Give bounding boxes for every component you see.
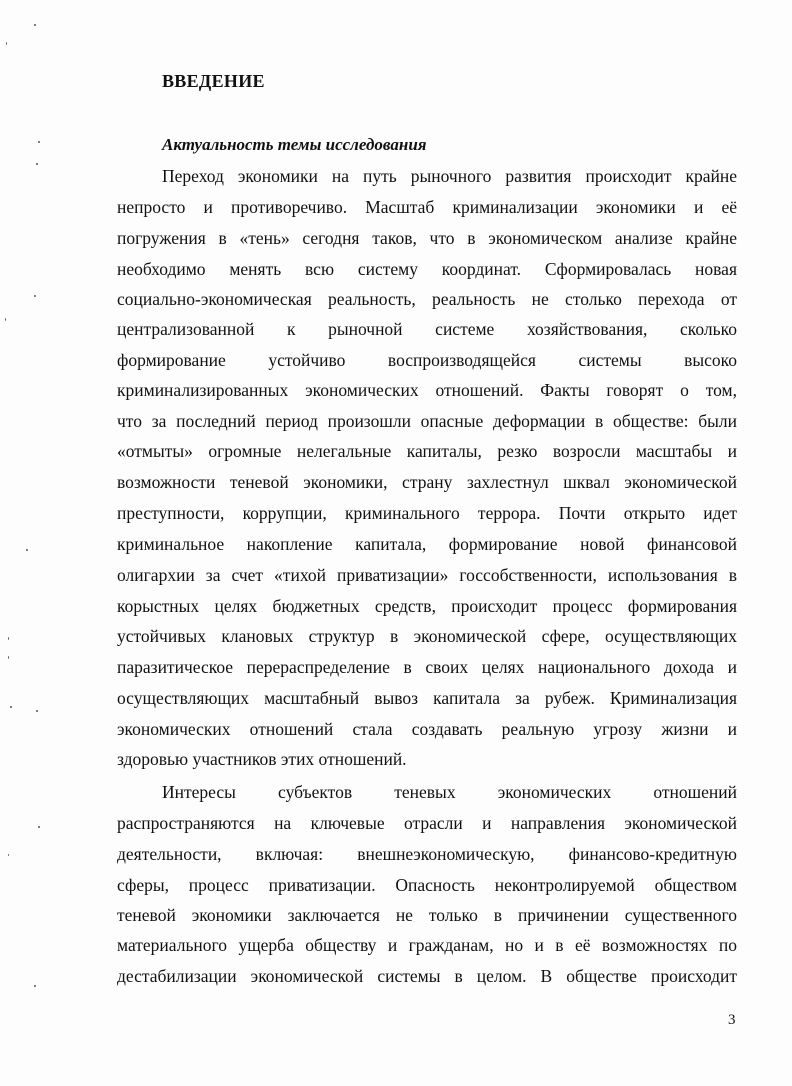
scan-speck xyxy=(8,656,9,659)
scan-speck xyxy=(34,295,36,297)
scan-speck xyxy=(38,826,40,828)
text-line: паразитическое перераспределение в своих целях национального дохода и xyxy=(117,657,737,677)
section-heading: ВВЕДЕНИЕ xyxy=(162,71,265,91)
scan-speck xyxy=(36,163,38,165)
text-line: распространяются на ключевые отрасли и направления экономической xyxy=(117,813,737,833)
text-line: олигархии за счет «тихой приватизации» госсобственности, использования в xyxy=(117,565,737,585)
text-line: возможности теневой экономики, страну захлестнул шквал экономической xyxy=(117,472,737,492)
text-line: сферы, процесс приватизации. Опасность неконтролируемой обществом xyxy=(117,875,737,895)
text-line: деятельности, включая: внешнеэкономическую, финансово-кредитную xyxy=(117,844,737,864)
text-line: «отмыты» огромные нелегальные капиталы, резко возросли масштабы и xyxy=(117,441,737,461)
scan-speck xyxy=(8,637,9,640)
scan-speck xyxy=(38,141,40,143)
text-line: погружения в «тень» сегодня таков, что в экономическом анализе крайне xyxy=(117,228,737,248)
text-line: что за последний период произошли опасные деформации в обществе: были xyxy=(117,411,737,431)
text-line: корыстных целях бюджетных средств, происходит процесс формирования xyxy=(117,596,737,616)
text-line: криминализированных экономических отношений. Факты говорят о том, xyxy=(117,380,737,400)
text-line: здоровью участников этих отношений. xyxy=(117,749,407,769)
text-line: дестабилизации экономической системы в целом. В обществе происходит xyxy=(117,966,737,986)
scan-speck xyxy=(34,24,36,26)
text-line: формирование устойчиво воспроизводящейся системы высоко xyxy=(117,350,737,370)
page-number: 3 xyxy=(728,1012,736,1028)
text-line: необходимо менять всю систему координат. Сформировалась новая xyxy=(117,259,737,279)
text-line: криминальное накопление капитала, формирование новой финансовой xyxy=(117,534,737,554)
scan-speck xyxy=(36,710,38,712)
text-line: Переход экономики на путь рыночного развития происходит крайне xyxy=(162,166,737,186)
text-line: осуществляющих масштабный вывоз капитала за рубеж. Криминализация xyxy=(117,688,737,708)
text-line: устойчивых клановых структур в экономической сфере, осуществляющих xyxy=(117,626,737,646)
section-subheading: Актуальность темы исследования xyxy=(162,135,427,154)
text-line: теневой экономики заключается не только в причинении существенного xyxy=(117,905,737,925)
text-line: материального ущерба обществу и гражданам, но и в её возможностях по xyxy=(117,935,737,955)
text-line: централизованной к рыночной системе хозяйствования, сколько xyxy=(117,319,737,339)
scan-speck xyxy=(26,549,28,551)
scan-speck xyxy=(34,985,36,987)
scan-speck xyxy=(8,854,9,856)
scan-speck xyxy=(10,706,12,708)
text-line: непросто и противоречиво. Масштаб криминализации экономики и её xyxy=(117,197,737,217)
scan-speck xyxy=(6,42,7,45)
text-line: социально-экономическая реальность, реальность не столько перехода от xyxy=(117,289,737,309)
text-line: Интересы субъектов теневых экономических отношений xyxy=(162,782,737,802)
text-line: экономических отношений стала создавать реальную угрозу жизни и xyxy=(117,719,737,739)
scan-speck xyxy=(5,318,6,321)
text-line: преступности, коррупции, криминального террора. Почти открыто идет xyxy=(117,503,737,523)
